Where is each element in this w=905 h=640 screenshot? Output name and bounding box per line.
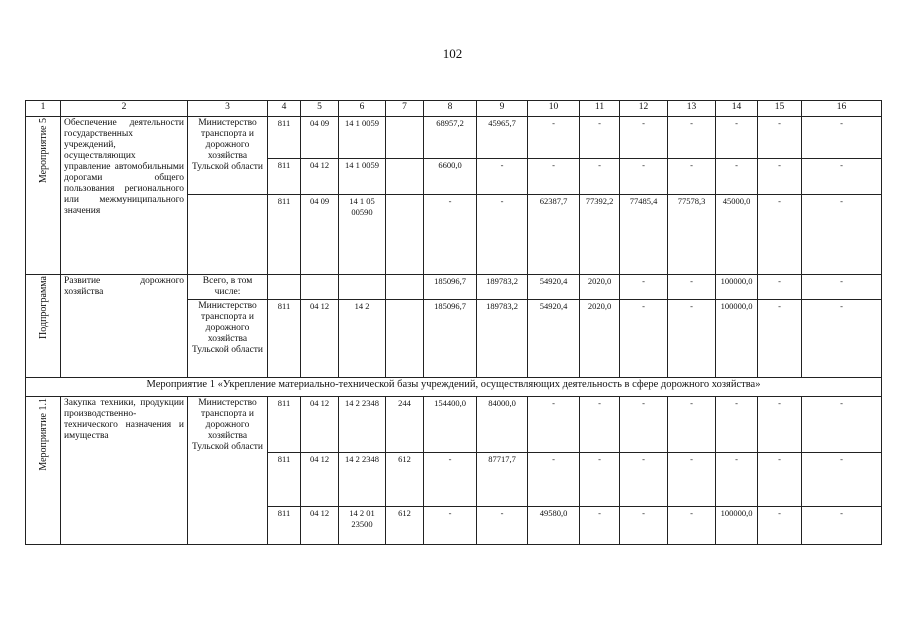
cell: 189783,2 xyxy=(477,275,528,300)
budget-table xyxy=(25,100,882,545)
cell xyxy=(188,195,268,275)
cell: 811 xyxy=(268,195,301,275)
cell: 04 12 xyxy=(301,159,339,195)
total-label: Всего, в том числе: xyxy=(188,275,268,300)
column-number: 16 xyxy=(802,101,882,117)
cell: 77392,2 xyxy=(580,195,620,275)
cell: 100000,0 xyxy=(716,300,758,378)
cell: - xyxy=(802,117,882,159)
section-banner-row xyxy=(26,378,882,397)
cell: 04 12 xyxy=(301,507,339,545)
cell: - xyxy=(620,397,668,453)
cell: 04 09 xyxy=(301,117,339,159)
cell: - xyxy=(802,159,882,195)
column-number: 3 xyxy=(188,101,268,117)
cell: 811 xyxy=(268,300,301,378)
column-number: 13 xyxy=(668,101,716,117)
cell xyxy=(386,300,424,378)
cell: - xyxy=(528,117,580,159)
cell: - xyxy=(477,195,528,275)
column-number: 14 xyxy=(716,101,758,117)
cell: 244 xyxy=(386,397,424,453)
cell xyxy=(386,117,424,159)
cell: - xyxy=(802,195,882,275)
page-number: 102 xyxy=(442,46,463,61)
cell: - xyxy=(758,195,802,275)
cell xyxy=(301,275,339,300)
cell: - xyxy=(802,397,882,453)
row-group-label: Подпрограмма xyxy=(26,275,61,378)
cell: 49580,0 xyxy=(528,507,580,545)
cell xyxy=(386,275,424,300)
column-number: 1 xyxy=(26,101,61,117)
cell xyxy=(339,275,386,300)
cell: - xyxy=(716,117,758,159)
cell: - xyxy=(580,397,620,453)
column-number: 15 xyxy=(758,101,802,117)
activity-name: Обеспечение деятельности государственных учреждений, осуществляющих управление автомобильными дорогами общего пользования регионального или межмуниципального значения xyxy=(61,117,188,275)
column-number: 10 xyxy=(528,101,580,117)
cell: 77485,4 xyxy=(620,195,668,275)
cell: - xyxy=(580,117,620,159)
cell: - xyxy=(716,397,758,453)
cell: 612 xyxy=(386,453,424,507)
table-row xyxy=(26,275,882,300)
cell: 100000,0 xyxy=(716,507,758,545)
cell: - xyxy=(580,159,620,195)
cell: 14 2 01 23500 xyxy=(339,507,386,545)
cell: - xyxy=(424,453,477,507)
cell: 811 xyxy=(268,507,301,545)
cell: 14 2 xyxy=(339,300,386,378)
cell: 811 xyxy=(268,117,301,159)
cell: 04 12 xyxy=(301,397,339,453)
column-number: 7 xyxy=(386,101,424,117)
cell: - xyxy=(580,507,620,545)
cell: - xyxy=(528,453,580,507)
cell: - xyxy=(758,300,802,378)
cell: 2020,0 xyxy=(580,275,620,300)
cell: 04 12 xyxy=(301,300,339,378)
column-number: 5 xyxy=(301,101,339,117)
cell: 14 2 2348 xyxy=(339,397,386,453)
cell: - xyxy=(716,159,758,195)
cell: 154400,0 xyxy=(424,397,477,453)
section-banner: Мероприятие 1 «Укрепление материально-технической базы учреждений, осуществляющих деятельность в сфере дорожного хозяйства» xyxy=(26,378,882,397)
cell: - xyxy=(580,453,620,507)
cell: - xyxy=(424,195,477,275)
cell xyxy=(386,159,424,195)
cell: - xyxy=(477,507,528,545)
cell: 04 12 xyxy=(301,453,339,507)
cell: - xyxy=(620,275,668,300)
column-number: 11 xyxy=(580,101,620,117)
cell: 77578,3 xyxy=(668,195,716,275)
cell xyxy=(268,275,301,300)
cell: 811 xyxy=(268,159,301,195)
cell: 62387,7 xyxy=(528,195,580,275)
cell: - xyxy=(802,275,882,300)
cell: - xyxy=(758,453,802,507)
row-group-label: Мероприятие 1.1 xyxy=(26,397,61,545)
cell: - xyxy=(668,275,716,300)
cell: - xyxy=(528,397,580,453)
cell: - xyxy=(620,117,668,159)
cell: 14 2 2348 xyxy=(339,453,386,507)
cell: - xyxy=(620,300,668,378)
cell: - xyxy=(668,117,716,159)
cell: 14 1 05 00590 xyxy=(339,195,386,275)
table-row xyxy=(26,117,882,159)
cell: 612 xyxy=(386,507,424,545)
executor: Министерство транспорта и дорожного хозяйства Тульской области xyxy=(188,397,268,545)
cell: - xyxy=(668,453,716,507)
activity-name: Закупка техники, продукции производственно-технического назначения и имущества xyxy=(61,397,188,545)
cell: - xyxy=(668,397,716,453)
cell: - xyxy=(716,453,758,507)
cell: 87717,7 xyxy=(477,453,528,507)
cell: - xyxy=(802,453,882,507)
cell: 6600,0 xyxy=(424,159,477,195)
activity-name: Развитие дорожного хозяйства xyxy=(61,275,188,378)
cell: 68957,2 xyxy=(424,117,477,159)
cell: - xyxy=(758,117,802,159)
cell: - xyxy=(758,159,802,195)
cell: - xyxy=(758,507,802,545)
executor: Министерство транспорта и дорожного хозяйства Тульской области xyxy=(188,117,268,195)
cell: - xyxy=(758,275,802,300)
cell: - xyxy=(620,507,668,545)
column-number-row xyxy=(26,101,882,117)
cell: 04 09 xyxy=(301,195,339,275)
cell: 2020,0 xyxy=(580,300,620,378)
cell: - xyxy=(668,300,716,378)
column-number: 12 xyxy=(620,101,668,117)
cell: - xyxy=(620,453,668,507)
cell: - xyxy=(424,507,477,545)
cell: 45965,7 xyxy=(477,117,528,159)
column-number: 6 xyxy=(339,101,386,117)
cell: 14 1 0059 xyxy=(339,117,386,159)
cell: 100000,0 xyxy=(716,275,758,300)
table-row xyxy=(26,397,882,453)
cell: 54920,4 xyxy=(528,275,580,300)
column-number: 2 xyxy=(61,101,188,117)
cell: - xyxy=(668,507,716,545)
cell xyxy=(386,195,424,275)
cell: - xyxy=(802,300,882,378)
column-number: 4 xyxy=(268,101,301,117)
cell: 189783,2 xyxy=(477,300,528,378)
cell: - xyxy=(802,507,882,545)
cell: 811 xyxy=(268,397,301,453)
cell: - xyxy=(758,397,802,453)
cell: 14 1 0059 xyxy=(339,159,386,195)
cell: 45000,0 xyxy=(716,195,758,275)
cell: - xyxy=(477,159,528,195)
cell: - xyxy=(528,159,580,195)
cell: - xyxy=(668,159,716,195)
column-number: 9 xyxy=(477,101,528,117)
executor: Министерство транспорта и дорожного хозяйства Тульской области xyxy=(188,300,268,378)
row-group-label: Мероприятие 5 xyxy=(26,117,61,275)
column-number: 8 xyxy=(424,101,477,117)
cell: - xyxy=(620,159,668,195)
cell: 811 xyxy=(268,453,301,507)
cell: 84000,0 xyxy=(477,397,528,453)
cell: 54920,4 xyxy=(528,300,580,378)
cell: 185096,7 xyxy=(424,275,477,300)
cell: 185096,7 xyxy=(424,300,477,378)
